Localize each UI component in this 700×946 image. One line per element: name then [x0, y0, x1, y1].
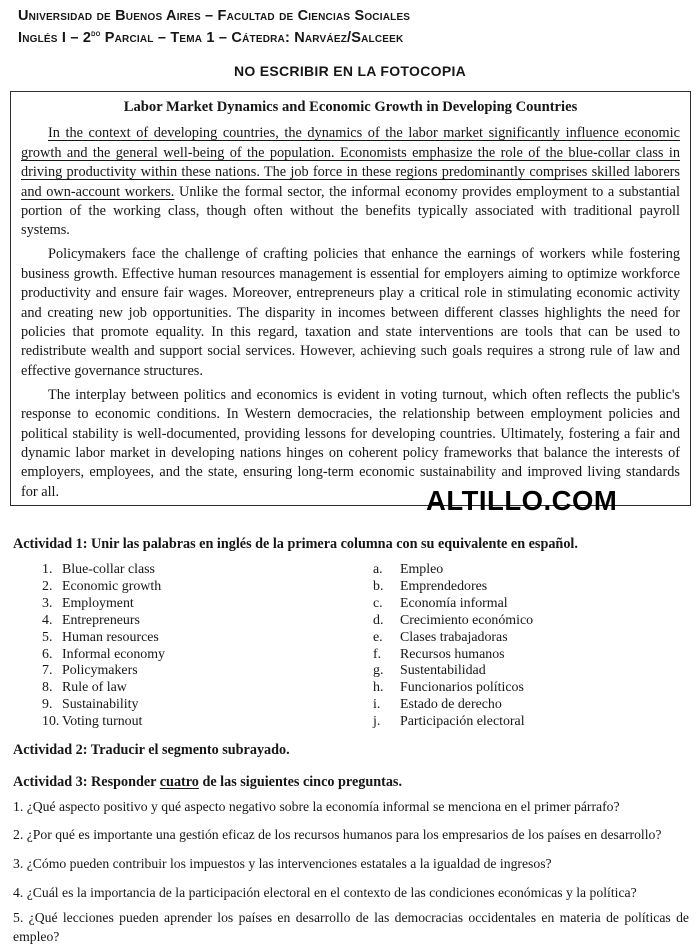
match-row [13, 647, 688, 664]
english-term: Blue-collar class [62, 562, 155, 577]
question-3-text: ¿Cómo pueden contribuir los impuestos y las intervenciones estatales a la igualdad de ingresos? [26, 856, 552, 871]
match-row [13, 680, 688, 697]
spanish-term-letter: i. [373, 697, 381, 713]
activity-2-heading [13, 741, 688, 759]
spanish-term: Funcionarios políticos [400, 680, 524, 696]
question-2-text: ¿Por qué es importante una gestión eficaz de los recursos humanos para los empresarios de los países en desarrollo? [26, 827, 662, 842]
course-title-start: Inglés I – 2 [18, 30, 92, 46]
match-row [13, 663, 688, 680]
match-row [13, 579, 688, 596]
matching-list [13, 562, 688, 731]
reading-passage-box [10, 91, 691, 506]
english-term: Entrepreneurs [62, 612, 140, 628]
spanish-term-letter: j. [373, 714, 381, 730]
spanish-term-letter: b. [373, 578, 384, 594]
english-term: Human resources [62, 629, 159, 645]
paragraph-1-continuation: Unlike the formal sector, the informal economy provides employment to a substantial portion of the working class, though often without the benefits typically associated with traditional payroll systems. [21, 183, 680, 239]
spanish-term-letter: a. [373, 562, 383, 577]
activity-2-label: Actividad 2: [13, 742, 88, 758]
english-term-number: 7. [42, 663, 53, 679]
question-3-number: 3. [13, 856, 24, 871]
english-term-number: 6. [42, 646, 53, 662]
activity-1-heading [13, 535, 688, 553]
ordinal-superscript: do [91, 28, 101, 39]
spanish-term-letter: g. [373, 663, 384, 679]
spanish-term: Emprendedores [400, 578, 488, 594]
altillo-watermark: ALTILLO.COM [426, 485, 618, 516]
match-row [13, 697, 688, 714]
spanish-term: Crecimiento económico [400, 612, 534, 628]
spanish-term: Clases trabajadoras [400, 629, 508, 645]
question-1-text: ¿Qué aspecto positivo y qué aspecto negativo sobre la economía informal se menciona en el primer párrafo? [26, 799, 620, 814]
course-title-end: Parcial – Tema 1 – Cátedra: Narváez/Salceek [100, 30, 404, 46]
passage-title: Labor Market Dynamics and Economic Growth in Developing Countries [123, 99, 578, 115]
question-2 [13, 825, 689, 844]
question-4-text: ¿Cuál es la importancia de la participación electoral en el contexto de las condiciones económicas y la política? [26, 885, 637, 900]
question-5-text: ¿Qué lecciones pueden aprender los países en desarrollo de las democracias occidentales en materia de políticas de empleo? [13, 910, 690, 944]
no-copy-notice: NO ESCRIBIR EN LA FOTOCOPIA [233, 63, 467, 79]
activity-3-instruction-end: de las siguientes cinco preguntas. [202, 774, 402, 790]
activity-2-instruction: Traducir el segmento subrayado. [90, 742, 290, 758]
question-4-number: 4. [13, 885, 24, 900]
question-3 [13, 854, 689, 873]
english-term: Voting turnout [62, 714, 143, 730]
passage-paragraph-1 [21, 124, 680, 240]
match-row [13, 714, 688, 731]
spanish-term-letter: f. [373, 646, 382, 662]
question-1 [13, 797, 689, 816]
english-term-number: 5. [42, 629, 53, 645]
exam-header [18, 5, 690, 49]
match-row [13, 562, 688, 579]
spanish-term-letter: e. [373, 629, 383, 645]
spanish-term: Sustentabilidad [400, 663, 486, 679]
passage-paragraph-3: The interplay between politics and economics is evident in voting turnout, which often reflects the public's response to economic conditions. In Western democracies, the relationship between employment policies and political stability is well-documented, providing lessons for developing countries. Ultimately, fostering a fair and dynamic labor market in developing nations hinges on coherent policy frameworks that balance the interests of employers, employees, and the state, ensuring long-term economic sustainability and improved living standards for all. [21, 386, 680, 500]
match-row [13, 613, 688, 630]
english-term: Rule of law [62, 680, 127, 696]
english-term-number: 2. [42, 578, 53, 594]
underlined-translation-segment: In the context of developing countries, the dynamics of the labor market significantly influence economic growth and the general well-being of the population. Economists emphasize the role of the blue-collar class in driving productivity within these nations. The job force in these regions predominantly comprises skilled laborers and own-account workers. [21, 125, 680, 200]
spanish-term-letter: d. [373, 612, 384, 628]
english-term-number: 9. [42, 697, 53, 713]
english-term: Sustainability [62, 697, 139, 713]
spanish-term: Participación electoral [400, 714, 525, 730]
english-term: Policymakers [62, 663, 138, 679]
activity-3-label: Actividad 3: [13, 774, 88, 790]
university-title-line: Universidad de Buenos Aires – Facultad de Ciencias Sociales [18, 8, 411, 24]
activity-3-instruction-start: Responder [91, 774, 157, 790]
question-5-number: 5. [13, 910, 24, 925]
activity-3-heading [13, 773, 688, 791]
english-term: Informal economy [62, 646, 165, 662]
spanish-term: Recursos humanos [400, 646, 505, 662]
match-row [13, 596, 688, 613]
question-5 [13, 908, 689, 946]
english-term-number: 3. [42, 595, 53, 611]
english-term: Economic growth [62, 578, 162, 594]
question-4 [13, 883, 689, 902]
english-term: Employment [62, 595, 134, 611]
question-1-number: 1. [13, 799, 24, 814]
passage-paragraph-2: Policymakers face the challenge of crafting policies that enhance the earnings of workers while fostering business growth. Effective human resources management is essential for employers aiming to optimize workforce productivity and ensure fair wages. Moreover, entrepreneurs play a critical role in stimulating economic activity and creating new job opportunities. The disparity in incomes between different classes highlights the need for policies that promote equality. In this regard, taxation and state interventions are tools that can be used to redistribute wealth and support social services. However, achieving such goals requires a strong rule of law and effective governance structures. [21, 246, 680, 379]
english-term-number: 10. [42, 714, 60, 730]
english-term-number: 4. [42, 612, 53, 628]
activity-1-instruction: Unir las palabras en inglés de la primera columna con su equivalente en español. [91, 536, 578, 552]
spanish-term-letter: c. [373, 595, 383, 611]
spanish-term: Estado de derecho [400, 697, 502, 713]
english-term-number: 8. [42, 680, 53, 696]
english-term-number: 1. [42, 562, 53, 577]
activity-1-label: Actividad 1: [13, 536, 88, 552]
spanish-term: Empleo [400, 562, 444, 577]
spanish-term-letter: h. [373, 680, 384, 696]
course-title-line [18, 27, 690, 49]
spanish-term: Economía informal [400, 595, 508, 611]
question-2-number: 2. [13, 827, 24, 842]
match-row [13, 630, 688, 647]
activity-3-underlined-word: cuatro [159, 774, 199, 790]
